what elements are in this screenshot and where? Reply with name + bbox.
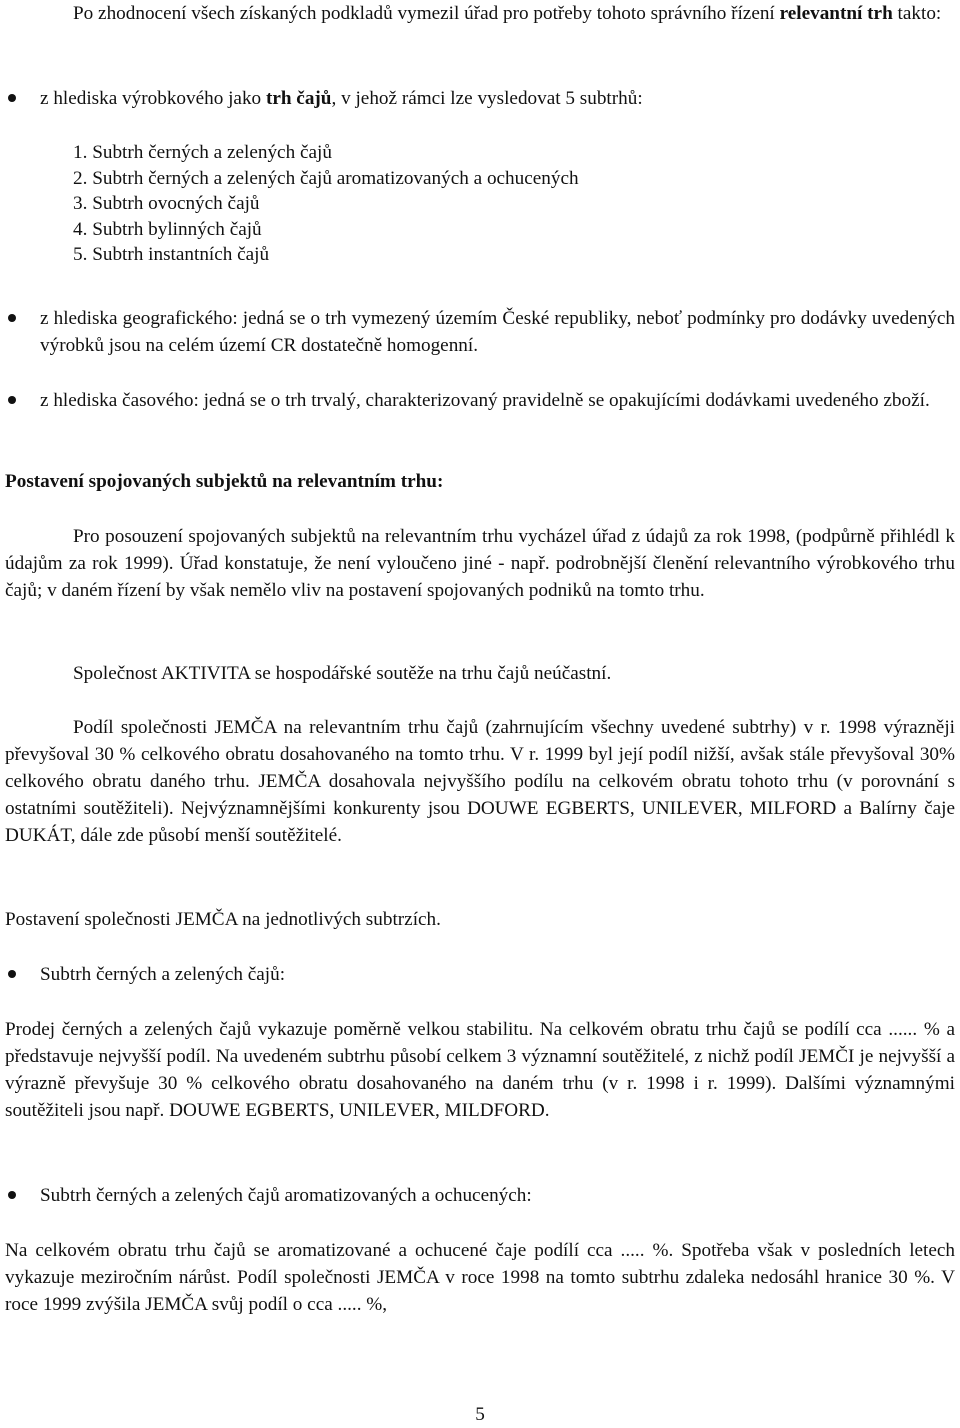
submarket-list [73,140,873,268]
list-item: 1. Subtrh černých a zelených čajů [73,142,332,163]
intro-text: Po zhodnocení všech získaných podkladů vymezil úřad pro potřeby tohoto správního řízení [73,3,780,24]
product-market-text: z hlediska výrobkového jako trh čajů, v jehož rámci lze vysledovat 5 subtrhů: [40,88,643,109]
product-bold-term: trh čajů [265,88,332,109]
list-item: 3. Subtrh ovocných čajů [73,193,260,214]
paragraph-aktivita: Společnost AKTIVITA se hospodářské soutěže na trhu čajů neúčastní. [73,663,612,684]
list-item: 5. Subtrh instantních čajů [73,244,270,265]
page-number: 5 [475,1404,485,1425]
intro-bold-term: relevantní trh [779,3,893,24]
submarket-body: Na celkovém obratu trhu čajů se aromatizované a ochucené čaje podílí cca ..... %. Spotřeba však v posledních letech vykazuje meziročním nárůst. Podíl společnosti JEMČA v roce 1998 na tomto subtrhu zdaleka nedosáhl hranice 30 %. V roce 1999 zvýšila JEMČA svůj podíl o cca ..... %, [5,1240,955,1315]
paragraph-assessment-basis: Pro posouzení spojovaných subjektů na relevantním trhu vycházel úřad z údajů za rok 1998, (podpůrně přihlédl k údajům za rok 1999). Úřad konstatuje, že není vyloučeno jiné - např. podrobnější členění relevantního výrobkového trhu čajů; v daném řízení by však nemělo vliv na postavení spojovaných podniků na tomto trhu. [5,526,955,601]
paragraph-jemca-share: Podíl společnosti JEMČA na relevantním trhu čajů (zahrnujícím všechny uvedené subtrhy) v r. 1998 výrazněji převyšoval 30 % celkového obratu dosahovaného na tomto trhu. V r. 1999 byl její podíl nižší, avšak stále převyšoval 30% celkového obratu daného trhu. JEMČA dosahovala nejvyššího podílu na celkovém obratu tohoto trhu (v porovnání s ostatními soutěžiteli). Nejvýznamnějšími konkurenty jsou DOUWE EGBERTS, UNILEVER, MILFORD a Balírny čaje DUKÁT, dále zde působí menší soutěžitelé. [5,717,955,846]
temporal-market-text: z hlediska časového: jedná se o trh trvalý, charakterizovaný pravidelně se opakujícími dodávkami uvedeného zboží. [40,390,930,411]
intro-text-end: takto: [892,3,942,24]
list-item: 2. Subtrh černých a zelených čajů aromatizovaných a ochucených [73,167,579,189]
section-heading: Postavení spojovaných subjektů na relevantním trhu: [5,471,444,492]
bullet-icon [8,970,16,978]
submarket-title: Subtrh černých a zelených čajů: [40,964,286,985]
bullet-icon [8,314,16,322]
list-item: 4. Subtrh bylinných čajů [73,218,262,240]
geographic-market-text: z hlediska geografického: jedná se o trh vymezený územím České republiky, neboť podmínky pro dodávky uvedených výrobků jsou na celém území CR dostatečně homogenní. [40,308,955,356]
bullet-icon [8,396,16,404]
paragraph-submarket-position: Postavení společnosti JEMČA na jednotlivých subtrzích. [5,909,441,930]
intro-paragraph [5,0,955,27]
submarket-title: Subtrh černých a zelených čajů aromatizovaných a ochucených: [40,1185,532,1206]
bullet-icon [8,94,16,102]
submarket-body: Prodej černých a zelených čajů vykazuje poměrně velkou stabilitu. Na celkovém obratu trhu čajů se podílí cca ...... % a představuje nejvyšší podíl. Na uvedeném subtrhu působí celkem 3 významní soutěžitelé, z nichž podíl JEMČI je nejvyšší a výrazně převyšuje 30 % celkového obratu dosahovaného na daném trhu (v r. 1998 i r. 1999). Dalšími významnými soutěžiteli jsou např. DOUWE EGBERTS, UNILEVER, MILDFORD. [5,1019,955,1121]
bullet-icon [8,1191,16,1199]
